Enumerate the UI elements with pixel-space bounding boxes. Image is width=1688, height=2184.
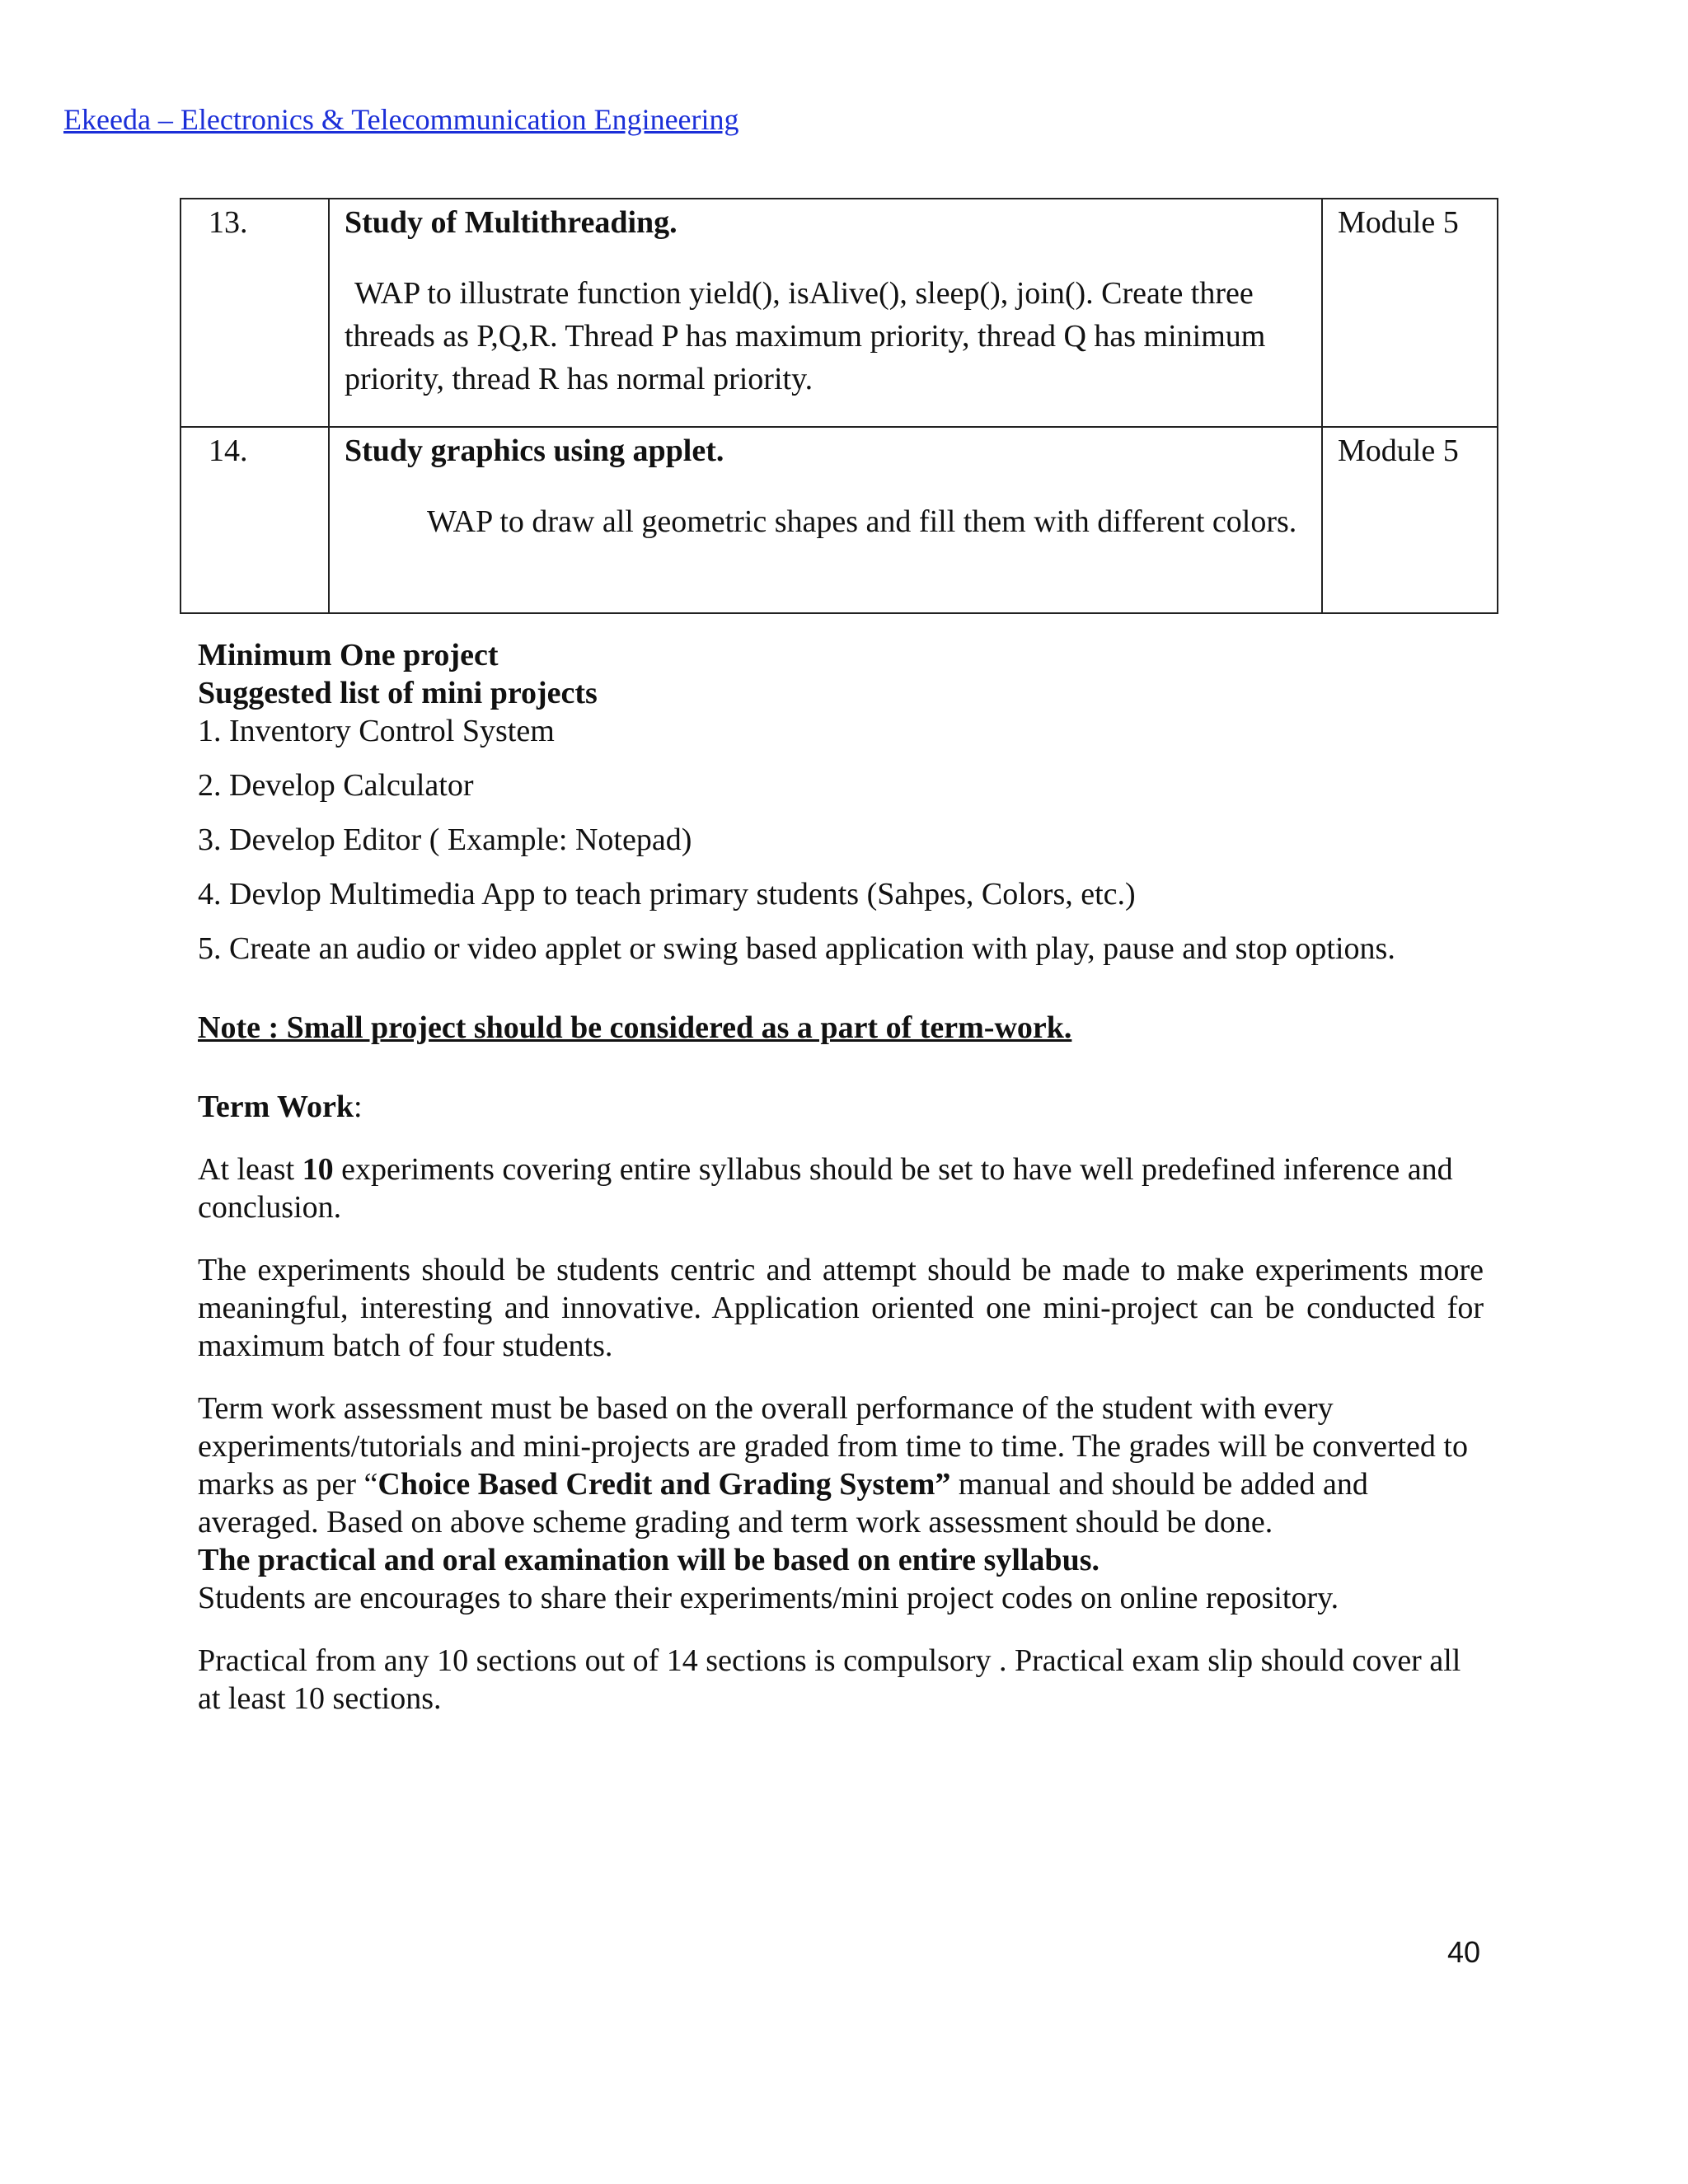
- experiment-description: WAP to draw all geometric shapes and fill them with different colors.: [427, 504, 1297, 539]
- suggested-projects-heading: Suggested list of mini projects: [198, 676, 598, 710]
- experiment-module: Module 5: [1338, 434, 1459, 468]
- list-item: 5. Create an audio or video applet or swing based application with play, pause and stop options.: [198, 931, 1395, 966]
- experiment-description-cell: [329, 199, 1322, 427]
- experiment-number: 13.: [209, 205, 248, 240]
- experiment-title: Study graphics using applet.: [345, 434, 724, 468]
- text-span: Term work assessment must be based on the overall performance of the student with every experiments/tutorials and mini-projects are graded from time to time. The grades will be converted to marks as per “: [198, 1391, 1468, 1502]
- experiment-description-cell: [329, 427, 1322, 613]
- header-link[interactable]: Ekeeda – Electronics & Telecommunication Engineering: [63, 103, 739, 136]
- list-item: 1. Inventory Control System: [198, 714, 555, 748]
- text-span: At least: [198, 1152, 302, 1187]
- list-item: 4. Devlop Multimedia App to teach primary students (Sahpes, Colors, etc.): [198, 877, 1136, 912]
- term-work-paragraph-2: The experiments should be students centric and attempt should be made to make experiments more meaningful, interesting and innovative. Application oriented one mini-project can be conducted for maximum batch of four students.: [198, 1253, 1484, 1363]
- term-work-paragraph-3: [198, 1390, 1484, 1617]
- term-work-title: Term Work: [198, 1090, 354, 1124]
- list-item: 2. Develop Calculator: [198, 768, 474, 803]
- term-work-paragraph-1: [198, 1151, 1484, 1226]
- experiment-count: 10: [302, 1152, 334, 1187]
- minimum-project-heading: Minimum One project: [198, 638, 499, 673]
- table-row: [181, 427, 1498, 613]
- experiment-module-cell: [1322, 427, 1498, 613]
- experiment-number-cell: [181, 427, 329, 613]
- exam-statement: The practical and oral examination will be based on entire syllabus.: [198, 1543, 1100, 1577]
- list-item: 3. Develop Editor ( Example: Notepad): [198, 823, 692, 857]
- term-work-colon: :: [353, 1090, 363, 1124]
- cbcgs-text: Choice Based Credit and Grading System”: [377, 1467, 951, 1502]
- main-content: [198, 636, 1484, 1718]
- experiment-number: 14.: [209, 434, 248, 468]
- experiment-module: Module 5: [1338, 205, 1459, 240]
- term-work-paragraph-4: Practical from any 10 sections out of 14 sections is compulsory . Practical exam slip should cover all at least 10 sections.: [198, 1643, 1461, 1716]
- experiment-description: WAP to illustrate function yield(), isAlive(), sleep(), join(). Create three threads as P,Q,R. Thread P has maximum priority, thread Q has minimum priority, thread R has normal priority.: [345, 276, 1266, 396]
- experiment-module-cell: [1322, 199, 1498, 427]
- text-span: Students are encourages to share their experiments/mini project codes on online repository.: [198, 1581, 1339, 1615]
- term-work-heading: [198, 1088, 1484, 1126]
- experiments-table: [180, 198, 1498, 614]
- experiment-number-cell: [181, 199, 329, 427]
- table-row: [181, 199, 1498, 427]
- experiment-title: Study of Multithreading.: [345, 205, 678, 240]
- page-number: 40: [1447, 1935, 1480, 1969]
- text-span: manual and should be added and averaged. Based on above scheme grading and term work assessment should be done.: [198, 1467, 1368, 1540]
- text-span: experiments covering entire syllabus should be set to have well predefined inference and conclusion.: [198, 1152, 1453, 1225]
- note-text: Note : Small project should be considered as a part of term-work.: [198, 1010, 1072, 1045]
